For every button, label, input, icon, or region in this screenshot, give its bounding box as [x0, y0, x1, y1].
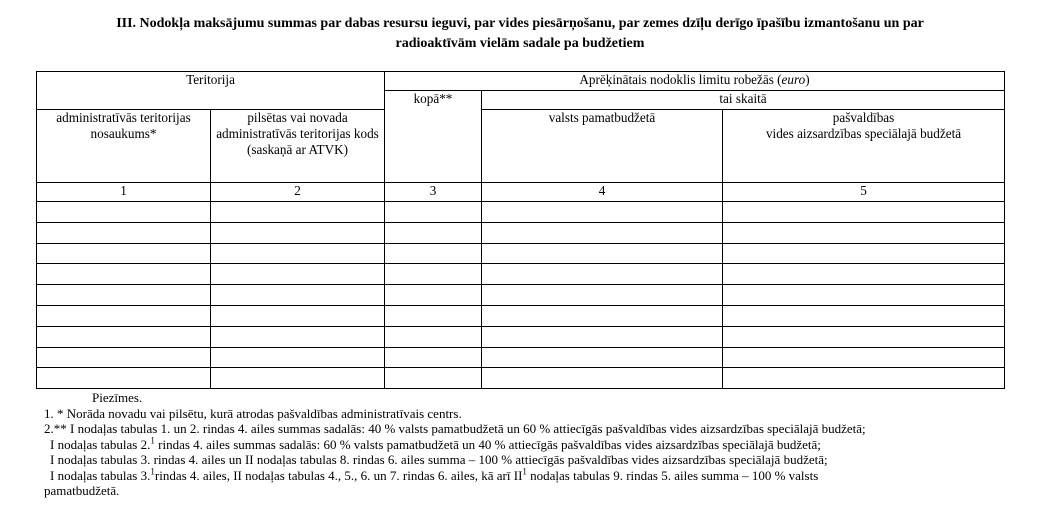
- table-cell: [385, 285, 482, 306]
- table-row: [37, 222, 1005, 243]
- distribution-table: [36, 71, 1005, 389]
- table-cell: [37, 243, 211, 264]
- table-cell: [723, 264, 1005, 285]
- table-cell: [482, 368, 723, 389]
- notes: [44, 390, 1034, 499]
- table-cell: [211, 326, 385, 347]
- table-cell: [723, 222, 1005, 243]
- table-cell: [723, 285, 1005, 306]
- header-kopa: kopā**: [385, 91, 482, 183]
- table-cell: [482, 222, 723, 243]
- table-cell: [211, 347, 385, 368]
- note-2-line-4: I nodaļas tabulas 3.$^1$rindas 4. ailes, II nodaļas tabulas 4., 5., 6. un 7. rindas 6. ailes, kā arī $II^1$ nodaļas tabulas 9. rindas 5. ailes summa – 100 % valsts: [50, 466, 819, 483]
- table-cell: [385, 264, 482, 285]
- header-row-1: [37, 72, 1005, 91]
- table-row: [37, 243, 1005, 264]
- table-cell: [37, 222, 211, 243]
- table-cell: [482, 264, 723, 285]
- section-title: [20, 14, 1020, 54]
- notes-heading: Piezīmes.: [92, 390, 143, 405]
- table-cell: [37, 305, 211, 326]
- table-cell: [211, 264, 385, 285]
- table-cell: [482, 285, 723, 306]
- table-cell: [385, 347, 482, 368]
- header-col2: pilsētas vai novada administratīvās teritorijas kods (saskaņā ar ATVK): [211, 110, 385, 183]
- table-row: [37, 347, 1005, 368]
- table-cell: [37, 264, 211, 285]
- table-cell: [211, 285, 385, 306]
- note-2-line-5: pamatbudžetā.: [44, 483, 120, 498]
- table-cell: [385, 243, 482, 264]
- note-2-line-3: I nodaļas tabulas 3. rindas 4. ailes un II nodaļas tabulas 8. rindas 6. ailes summa – 100 % attiecīgās pašvaldības vides aizsardzības speciālajā budžetā;: [50, 452, 828, 467]
- col-number: 2: [211, 183, 385, 202]
- table-cell: [723, 305, 1005, 326]
- table-cell: [37, 368, 211, 389]
- table-row: [37, 202, 1005, 223]
- table-cell: [482, 305, 723, 326]
- table-cell: [37, 347, 211, 368]
- header-col1: administratīvās teritorijas nosaukums*: [37, 110, 211, 183]
- col-number: 5: [723, 183, 1005, 202]
- column-numbers-row: [37, 183, 1005, 202]
- header-aprekinatais: Aprēķinātais nodoklis limitu robežās (euro): [385, 72, 1005, 91]
- table-cell: [482, 347, 723, 368]
- table-cell: [37, 326, 211, 347]
- table-cell: [723, 326, 1005, 347]
- table-cell: [482, 326, 723, 347]
- note-2-line-2: I nodaļas tabulas 2.$^1$ rindas 4. ailes summas sadalās: 60 % valsts pamatbudžetā un 40 % attiecīgās pašvaldības vides aizsardzības speciālajā budžetā;: [50, 435, 821, 452]
- table-cell: [211, 202, 385, 223]
- unit-euro: euro: [781, 72, 806, 87]
- header-teritorija: Teritorija: [37, 72, 385, 110]
- title-line-1: III. Nodokļa maksājumu summas par dabas resursu ieguvi, par vides piesārņošanu, par zemes dzīļu derīgo īpašību izmantošanu un par: [116, 16, 924, 31]
- header-col4: valsts pamatbudžetā: [482, 110, 723, 183]
- col-number: 3: [385, 183, 482, 202]
- table-row: [37, 368, 1005, 389]
- table-cell: [385, 368, 482, 389]
- header-tai-skaita: tai skaitā: [482, 91, 1005, 110]
- col-number: 1: [37, 183, 211, 202]
- table-cell: [723, 347, 1005, 368]
- table-cell: [211, 368, 385, 389]
- table-cell: [37, 285, 211, 306]
- table-cell: [211, 305, 385, 326]
- table-cell: [37, 202, 211, 223]
- table-cell: [723, 368, 1005, 389]
- col-number: 4: [482, 183, 723, 202]
- table-cell: [723, 202, 1005, 223]
- table-row: [37, 326, 1005, 347]
- table-row: [37, 285, 1005, 306]
- table-cell: [482, 202, 723, 223]
- table-cell: [385, 222, 482, 243]
- table-row: [37, 264, 1005, 285]
- table-cell: [211, 243, 385, 264]
- header-row-3: [37, 110, 1005, 183]
- table-cell: [211, 222, 385, 243]
- title-line-2: radioaktīvām vielām sadale pa budžetiem: [395, 36, 645, 51]
- table-cell: [385, 305, 482, 326]
- table-row: [37, 305, 1005, 326]
- table-cell: [385, 202, 482, 223]
- header-col5: pašvaldības vides aizsardzības speciālajā budžetā: [723, 110, 1005, 183]
- table-cell: [723, 243, 1005, 264]
- note-1: 1. * Norāda novadu vai pilsētu, kurā atrodas pašvaldības administratīvais centrs.: [44, 405, 462, 421]
- table-cell: [482, 243, 723, 264]
- table-cell: [385, 326, 482, 347]
- note-2-line-1: 2.** I nodaļas tabulas 1. un 2. rindas 4. ailes summas sadalās: 40 % valsts pamatbudžetā un 60 % attiecīgās pašvaldības vides aizsardzības speciālajā budžetā;: [44, 421, 866, 436]
